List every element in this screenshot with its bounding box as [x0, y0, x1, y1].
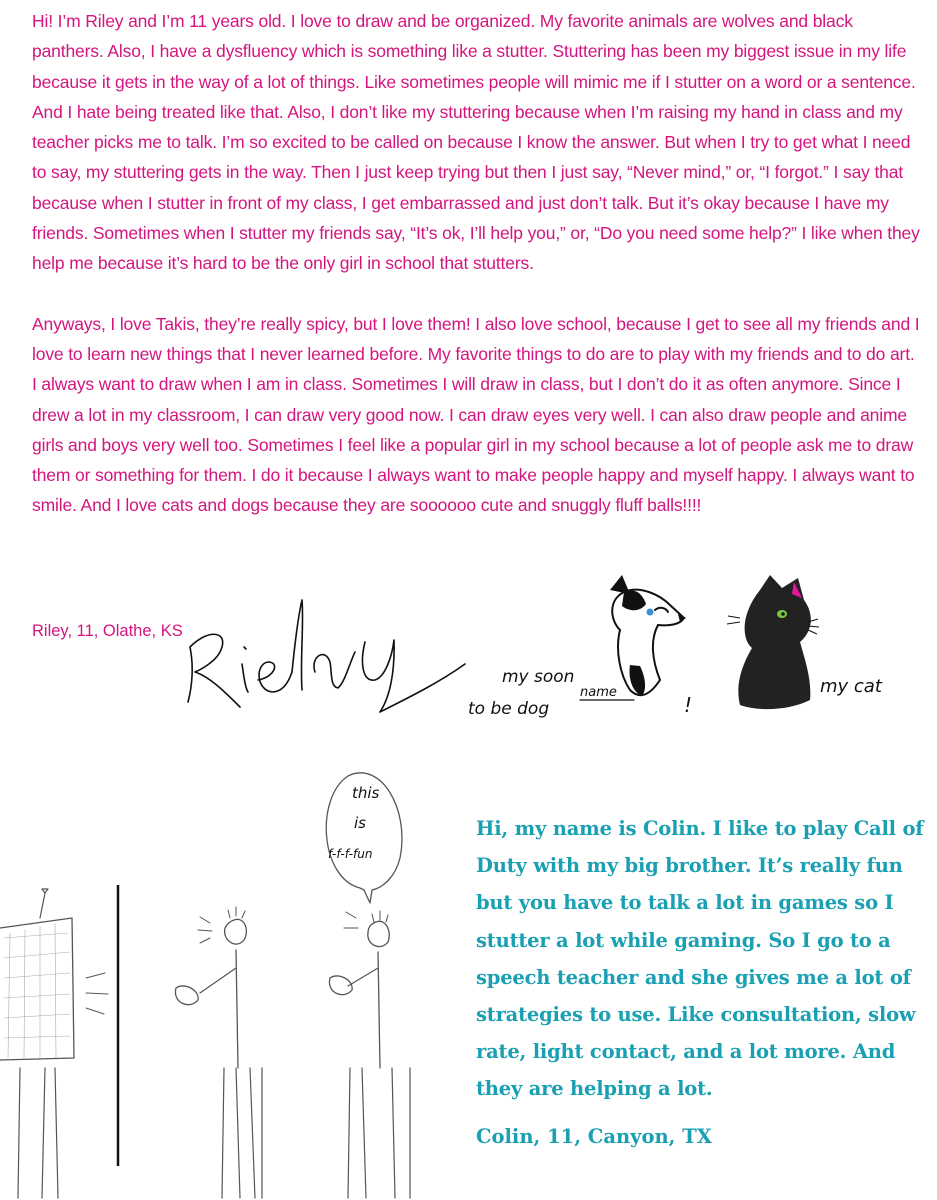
dog-caption-end: !: [684, 693, 693, 717]
cat-caption: [818, 668, 918, 708]
cat-drawing: [720, 570, 830, 715]
colin-letter: Hi, my name is Colin. I like to play Call of Duty with my big brother. It’s really fun but you have to talk a lot in games so I stutter a lot while gaming. So I go to a speech teacher and she gives me a lot of strategies to use. Like consultation, slow rate, light contact, and a lot more. And they are helping a lot.: [476, 817, 924, 1101]
riley-paragraph-1: Hi! I’m Riley and I’m 11 years old. I love to draw and be organized. My favorite animals are wolves and black panthers. Also, I have a dysfluency which is something like a stutter. Stuttering has been my biggest issue in my life because it gets in the way of a lot of things. Like sometimes people will mimic me if I stutter on a word or a sentence. And I hate being treated like that. Also, I don’t like my stuttering because when I’m raising my hand in class and my teacher picks me to talk. I’m so excited to be called on because I know the answer. But when I try to get what I need to say, my stuttering gets in the way. Then I just keep trying but then I just say, “Never mind,” or, “I forgot.” I say that because when I stutter in front of my class, I get embarrassed and just don’t talk. But it’s okay because I have my friends. Sometimes when I stutter my friends say, “It’s ok, I’ll help you,” or, “Do you need some help?” I like when they help me because it’s hard to be the only girl in school that stutters.: [32, 11, 920, 274]
riley-paragraph-2: Anyways, I love Takis, they’re really spicy, but I love them! I also love school, because I get to see all my friends and I love to learn new things that I never learned before. My favorite things to do are to play with my friends and to do art. I always want to draw when I am in class. Sometimes I will draw in class, but I don’t do it as often anymore. Since I drew a lot in my classroom, I can draw very good now. I can draw eyes very well. I can also draw people and anime girls and boys very well too. Sometimes I feel like a popular girl in my school because a lot of people ask me to draw them or something for them. I do it because I always want to make people happy and myself happy. I always want to smile. And I love cats and dogs because they are soooooo cute and snuggly fluff balls!!!!: [32, 313, 920, 516]
colin-gaming-drawing: [0, 768, 460, 1200]
riley-signature-line: Riley, 11, Olathe, KS: [32, 622, 183, 640]
bubble-line2: is: [354, 814, 366, 832]
bubble-line1: this: [352, 784, 380, 802]
bubble-line3: f-f-f-fun: [328, 847, 373, 861]
riley-letter: [32, 6, 922, 521]
dog-caption-line2: to be dog: [468, 699, 550, 719]
dog-drawing: [600, 570, 700, 710]
dog-caption-line1: my soon: [502, 667, 575, 687]
cat-caption-text: my cat: [820, 676, 882, 697]
dog-caption-insert: name: [580, 685, 617, 700]
colin-signature-line: Colin, 11, Canyon, TX: [476, 1125, 712, 1148]
riley-handwritten-signature: [180, 592, 470, 722]
